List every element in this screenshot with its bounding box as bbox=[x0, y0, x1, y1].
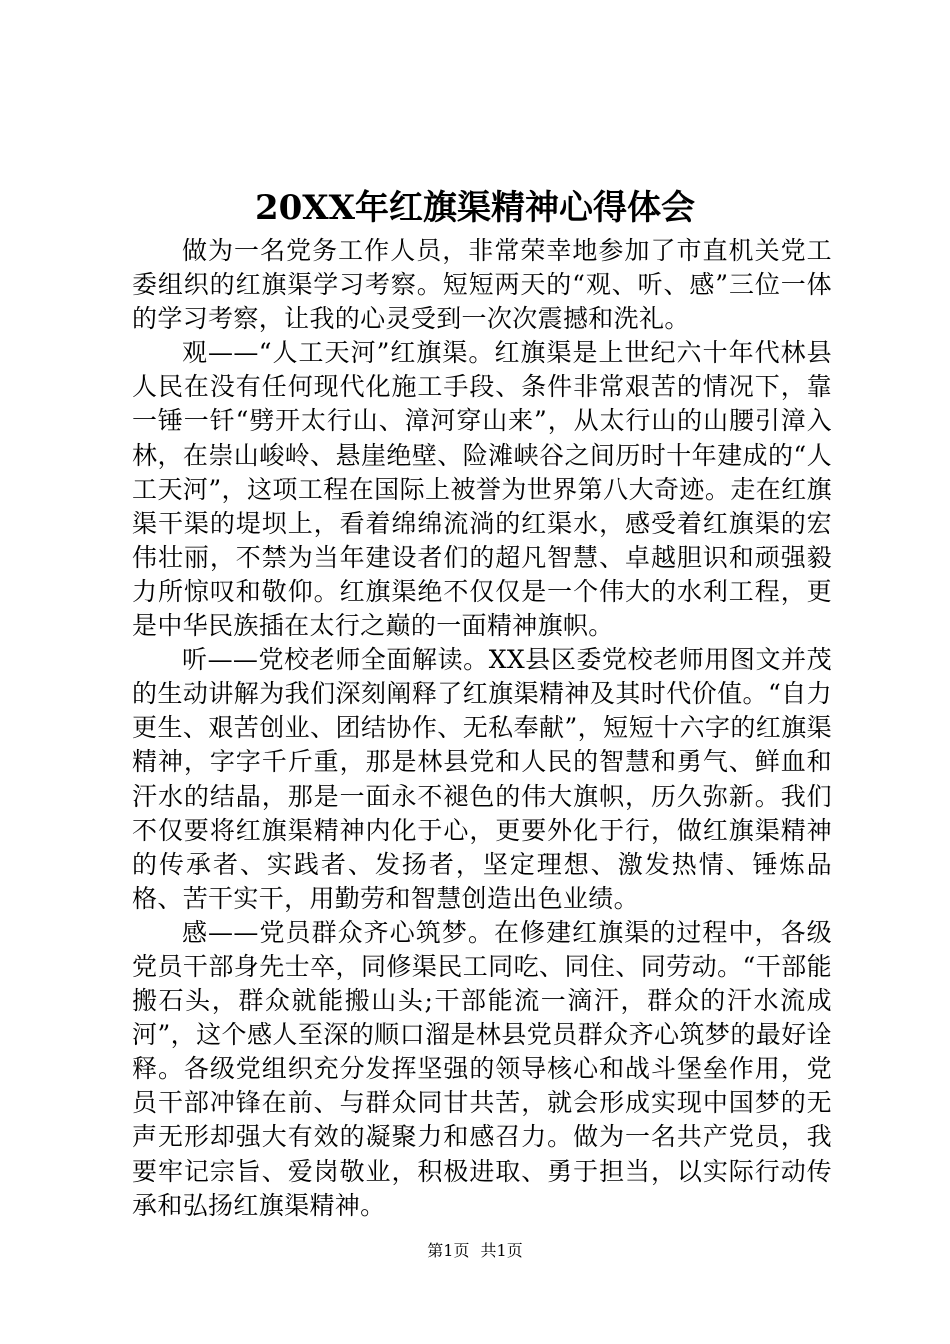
paragraph-feel: 感——党员群众齐心筑梦。在修建红旗渠的过程中，各级党员干部身先士卒，同修渠民工同吃、同住、同劳动。“干部能搬石头，群众就能搬山头;干部能流一滴汗，群众的汗水流成河”，这个感人至深的顺口溜是林县党员群众齐心筑梦的最好诠释。各级党组织充分发挥坚强的领导核心和战斗堡垒作用，党员干部冲锋在前、与群众同甘共苦，就会形成实现中国梦的无声无形却强大有效的凝聚力和感召力。做为一名共产党员，我要牢记宗旨、爱岗敬业，积极进取、勇于担当，以实际行动传承和弘扬红旗渠精神。 bbox=[132, 917, 832, 1220]
page-total: 共1页 bbox=[480, 1241, 523, 1260]
page-footer bbox=[0, 1239, 950, 1263]
paragraph-listen: 听——党校老师全面解读。XX县区委党校老师用图文并茂的生动讲解为我们深刻阐释了红旗渠精神及其时代价值。“自力更生、艰苦创业、团结协作、无私奉献”，短短十六字的红旗渠精神，字字千斤重，那是林县党和人民的智慧和勇气、鲜血和汗水的结晶，那是一面永不褪色的伟大旗帜，历久弥新。我们不仅要将红旗渠精神内化于心，更要外化于行，做红旗渠精神的传承者、实践者、发扬者，坚定理想、激发热情、锤炼品格、苦干实干，用勤劳和智慧创造出色业绩。 bbox=[132, 645, 832, 913]
paragraph-observe: 观——“人工天河”红旗渠。红旗渠是上世纪六十年代林县人民在没有任何现代化施工手段、条件非常艰苦的情况下，靠一锤一钎“劈开太行山、漳河穿山来”，从太行山的山腰引漳入林，在崇山峻岭、悬崖绝壁、险滩峡谷之间历时十年建成的“人工天河”，这项工程在国际上被誉为世界第八大奇迹。走在红旗渠干渠的堤坝上，看着绵绵流淌的红渠水，感受着红旗渠的宏伟壮丽，不禁为当年建设者们的超凡智慧、卓越胆识和顽强毅力所惊叹和敬仰。红旗渠绝不仅仅是一个伟大的水利工程，更是中华民族插在太行之巅的一面精神旗帜。 bbox=[132, 338, 832, 641]
paragraph-intro: 做为一名党务工作人员，非常荣幸地参加了市直机关党工委组织的红旗渠学习考察。短短两天的“观、听、感”三位一体的学习考察，让我的心灵受到一次次震撼和洗礼。 bbox=[132, 236, 832, 334]
document-title: 20XX年红旗渠精神心得体会 bbox=[254, 188, 696, 228]
document-body bbox=[132, 234, 832, 1223]
page-number: 第1页 bbox=[427, 1241, 470, 1260]
